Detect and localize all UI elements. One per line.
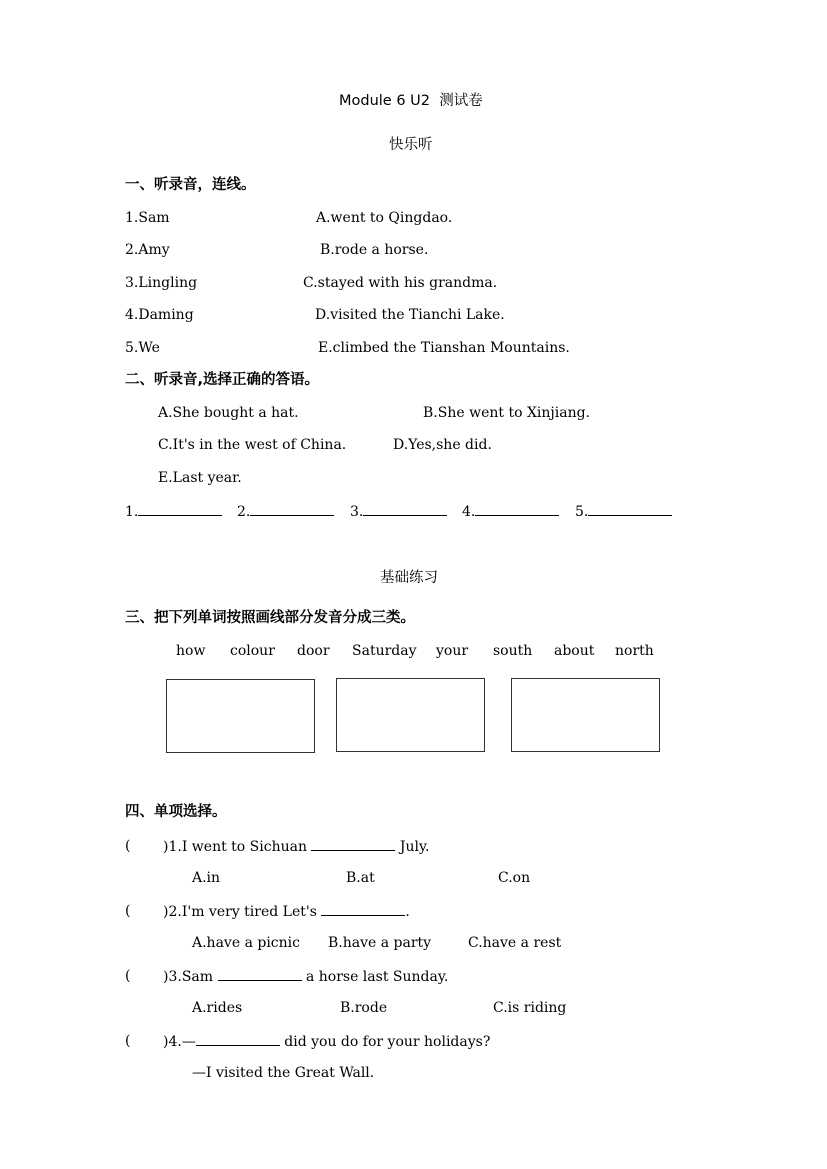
answer-label: 1. (125, 504, 139, 520)
question-paren-close: ) (163, 1034, 169, 1050)
word: door (297, 643, 330, 659)
sort-box-3[interactable] (511, 678, 660, 752)
question-blank[interactable] (218, 967, 302, 981)
part1-activity: E.climbed the Tianshan Mountains. (318, 340, 570, 356)
part1-person: 1.Sam (125, 210, 170, 226)
choice-option[interactable]: C.is riding (493, 1000, 567, 1016)
part2-option: D.Yes,she did. (393, 437, 492, 453)
page-title: Module 6 U2 测试卷 (339, 93, 483, 109)
part2-option: E.Last year. (158, 470, 242, 486)
question-paren-close: ) (163, 904, 169, 920)
answer-text: —I visited the Great Wall. (192, 1065, 375, 1081)
question-text: )1.I went to Sichuan July. (163, 839, 430, 855)
question-blank[interactable] (196, 1032, 280, 1046)
part2-heading: 二、听录音,选择正确的答语。 (125, 372, 320, 388)
part1-person: 2.Amy (125, 242, 170, 258)
question-text: )4.— did you do for your holidays? (163, 1034, 491, 1050)
sort-box-1[interactable] (166, 679, 315, 753)
word: south (493, 643, 533, 659)
question-paren-open: ( (125, 903, 131, 919)
choice-option[interactable]: A.have a picnic (192, 935, 300, 951)
part1-person: 3.Lingling (125, 275, 198, 291)
answer-blank[interactable] (237, 502, 334, 521)
word: colour (230, 643, 275, 659)
question-text: )2.I'm very tired Let's . (163, 904, 410, 920)
part2-option: B.She went to Xinjiang. (423, 405, 591, 421)
choice-option[interactable]: C.have a rest (468, 935, 562, 951)
answer-blank[interactable] (462, 502, 559, 521)
part1-person: 5.We (125, 340, 160, 356)
question-paren-close: ) (163, 969, 169, 985)
part1-activity: C.stayed with his grandma. (303, 275, 498, 291)
part4-heading: 四、单项选择。 (125, 804, 227, 820)
question-paren-open: ( (125, 968, 131, 984)
choice-option[interactable]: C.on (498, 870, 531, 886)
choice-option[interactable]: A.in (192, 870, 221, 886)
choice-option[interactable]: B.rode (340, 1000, 388, 1016)
choice-option[interactable]: A.rides (192, 1000, 243, 1016)
part3-heading: 三、把下列单词按照画线部分发音分成三类。 (125, 610, 415, 626)
question-blank[interactable] (321, 902, 405, 916)
part1-person: 4.Daming (125, 307, 194, 323)
word: north (615, 643, 654, 659)
word: about (554, 643, 595, 659)
word: how (176, 643, 206, 659)
part2-option: C.It's in the west of China. (158, 437, 347, 453)
answer-label: 5. (575, 504, 589, 520)
answer-blank[interactable] (575, 502, 672, 521)
question-paren-open: ( (125, 1033, 131, 1049)
word: your (436, 643, 469, 659)
sort-box-2[interactable] (336, 678, 485, 752)
part2-option: A.She bought a hat. (158, 405, 299, 421)
choice-option[interactable]: B.have a party (328, 935, 432, 951)
word: Saturday (352, 643, 417, 659)
answer-label: 3. (350, 504, 364, 520)
part1-activity: B.rode a horse. (320, 242, 429, 258)
answer-label: 4. (462, 504, 476, 520)
part1-heading: 一、听录音，连线。 (125, 177, 256, 193)
choice-option[interactable]: B.at (346, 870, 375, 886)
part1-activity: A.went to Qingdao. (316, 210, 453, 226)
question-paren-close: ) (163, 839, 169, 855)
section-title-basics: 基础练习 (380, 570, 438, 586)
answer-label: 2. (237, 504, 251, 520)
answer-blank[interactable] (350, 502, 447, 521)
question-paren-open: ( (125, 838, 131, 854)
part1-activity: D.visited the Tianchi Lake. (315, 307, 505, 323)
answer-blank[interactable] (125, 502, 222, 521)
question-text: )3.Sam a horse last Sunday. (163, 969, 449, 985)
section-title-listening: 快乐听 (389, 137, 433, 153)
question-blank[interactable] (311, 837, 395, 851)
